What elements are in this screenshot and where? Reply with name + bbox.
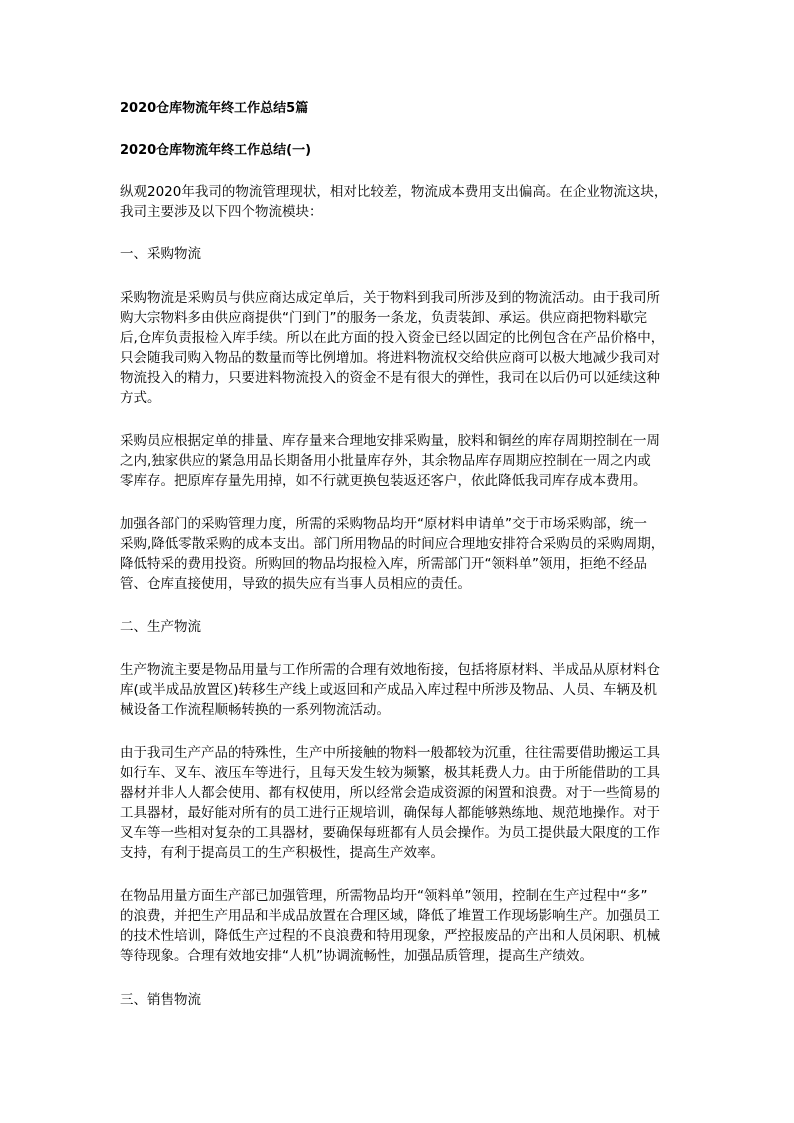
paragraph-line: 方式。 bbox=[120, 390, 161, 406]
intro-line: 纵观2020年我司的物流管理现状，相对比较差，物流成本费用支出偏高。在企业物流这块， bbox=[120, 184, 668, 200]
paragraph-line: 等待现象。合理有效地安排“人机”协调流畅性，加强品质管理，提高生产绩效。 bbox=[120, 948, 593, 964]
paragraph-line: 械设备工作流程顺畅转换的一系列物流活动。 bbox=[120, 702, 390, 718]
section-heading-sales: 三、销售物流 bbox=[120, 992, 201, 1008]
paragraph-line: 购大宗物料多由供应商提供“门到门”的服务一条龙，负责装卸、承运。供应商把物料歇完 bbox=[120, 310, 647, 326]
paragraph-line: 生产物流主要是物品用量与工作所需的合理有效地衔接，包括将原材料、半成品从原材料仓 bbox=[120, 662, 660, 678]
intro-line: 我司主要涉及以下四个物流模块： bbox=[120, 204, 323, 220]
paragraph-line: 器材并非人人都会使用、都有权使用，所以经常会造成资源的闲置和浪费。对于一些简易的 bbox=[120, 785, 660, 801]
paragraph-line: 工具器材，最好能对所有的员工进行正规培训，确保每人都能够熟练地、规范地操作。对于 bbox=[120, 805, 660, 821]
paragraph-line: 在物品用量方面生产部已加强管理，所需物品均开“领料单”领用，控制在生产过程中“多” bbox=[120, 888, 648, 904]
paragraph-line: 零库存。把原库存量先用掉，如不行就更换包装返还客户，依此降低我司库存成本费用。 bbox=[120, 473, 647, 489]
paragraph-line: 采购员应根据定单的排量、库存量来合理地安排采购量，胶料和铜丝的库存周期控制在一周 bbox=[120, 433, 660, 449]
paragraph-line: 物流投入的精力，只要进料物流投入的资金不是有很大的弹性，我司在以后仍可以延续这种 bbox=[120, 370, 660, 386]
paragraph-line: 的浪费，并把生产用品和半成品放置在合理区域，降低了堆置工作现场影响生产。加强员工 bbox=[120, 908, 660, 924]
section-heading-production: 二、生产物流 bbox=[120, 619, 201, 635]
paragraph-line: 如行车、叉车、液压车等进行，且每天发生较为频繁，极其耗费人力。由于所能借助的工具 bbox=[120, 765, 660, 781]
paragraph-line: 库(或半成品放置区)转移生产线上或返回和产成品入库过程中所涉及物品、人员、车辆及机 bbox=[120, 682, 658, 698]
section-heading-purchasing: 一、采购物流 bbox=[120, 246, 201, 262]
document-subtitle: 2020仓库物流年终工作总结(一) bbox=[120, 143, 312, 158]
document-title: 2020仓库物流年终工作总结5篇 bbox=[120, 101, 309, 116]
paragraph-line: 叉车等一些相对复杂的工具器材，要确保每班都有人员会操作。为员工提供最大限度的工作 bbox=[120, 825, 660, 841]
paragraph-line: 采购,降低零散采购的成本支出。部门所用物品的时间应合理地安排符合采购员的采购周期， bbox=[120, 536, 665, 552]
paragraph-line: 之内,独家供应的紧急用品长期备用小批量库存外，其余物品库存周期应控制在一周之内或 bbox=[120, 453, 651, 469]
paragraph-line: 只会随我司购入物品的数量而等比例增加。将进料物流权交给供应商可以极大地减少我司对 bbox=[120, 350, 660, 366]
paragraph-line: 采购物流是采购员与供应商达成定单后，关于物料到我司所涉及到的物流活动。由于我司所 bbox=[120, 290, 660, 306]
paragraph-line: 降低特采的费用投资。所购回的物品均报检入库，所需部门开“领料单”领用，拒绝不经品 bbox=[120, 556, 647, 572]
paragraph-line: 支持，有利于提高员工的生产积极性，提高生产效率。 bbox=[120, 845, 444, 861]
paragraph-line: 加强各部门的采购管理力度，所需的采购物品均开“原材料申请单”交于市场采购部，统一 bbox=[120, 516, 647, 532]
paragraph-line: 由于我司生产产品的特殊性，生产中所接触的物料一般都较为沉重，往往需要借助搬运工具 bbox=[120, 745, 660, 761]
paragraph-line: 后,仓库负责报检入库手续。所以在此方面的投入资金已经以固定的比例包含在产品价格中， bbox=[120, 330, 665, 346]
paragraph-line: 管、仓库直接使用，导致的损失应有当事人员相应的责任。 bbox=[120, 576, 471, 592]
paragraph-line: 的技术性培训，降低生产过程的不良浪费和特用现象，严控报废品的产出和人员闲职、机械 bbox=[120, 928, 660, 944]
